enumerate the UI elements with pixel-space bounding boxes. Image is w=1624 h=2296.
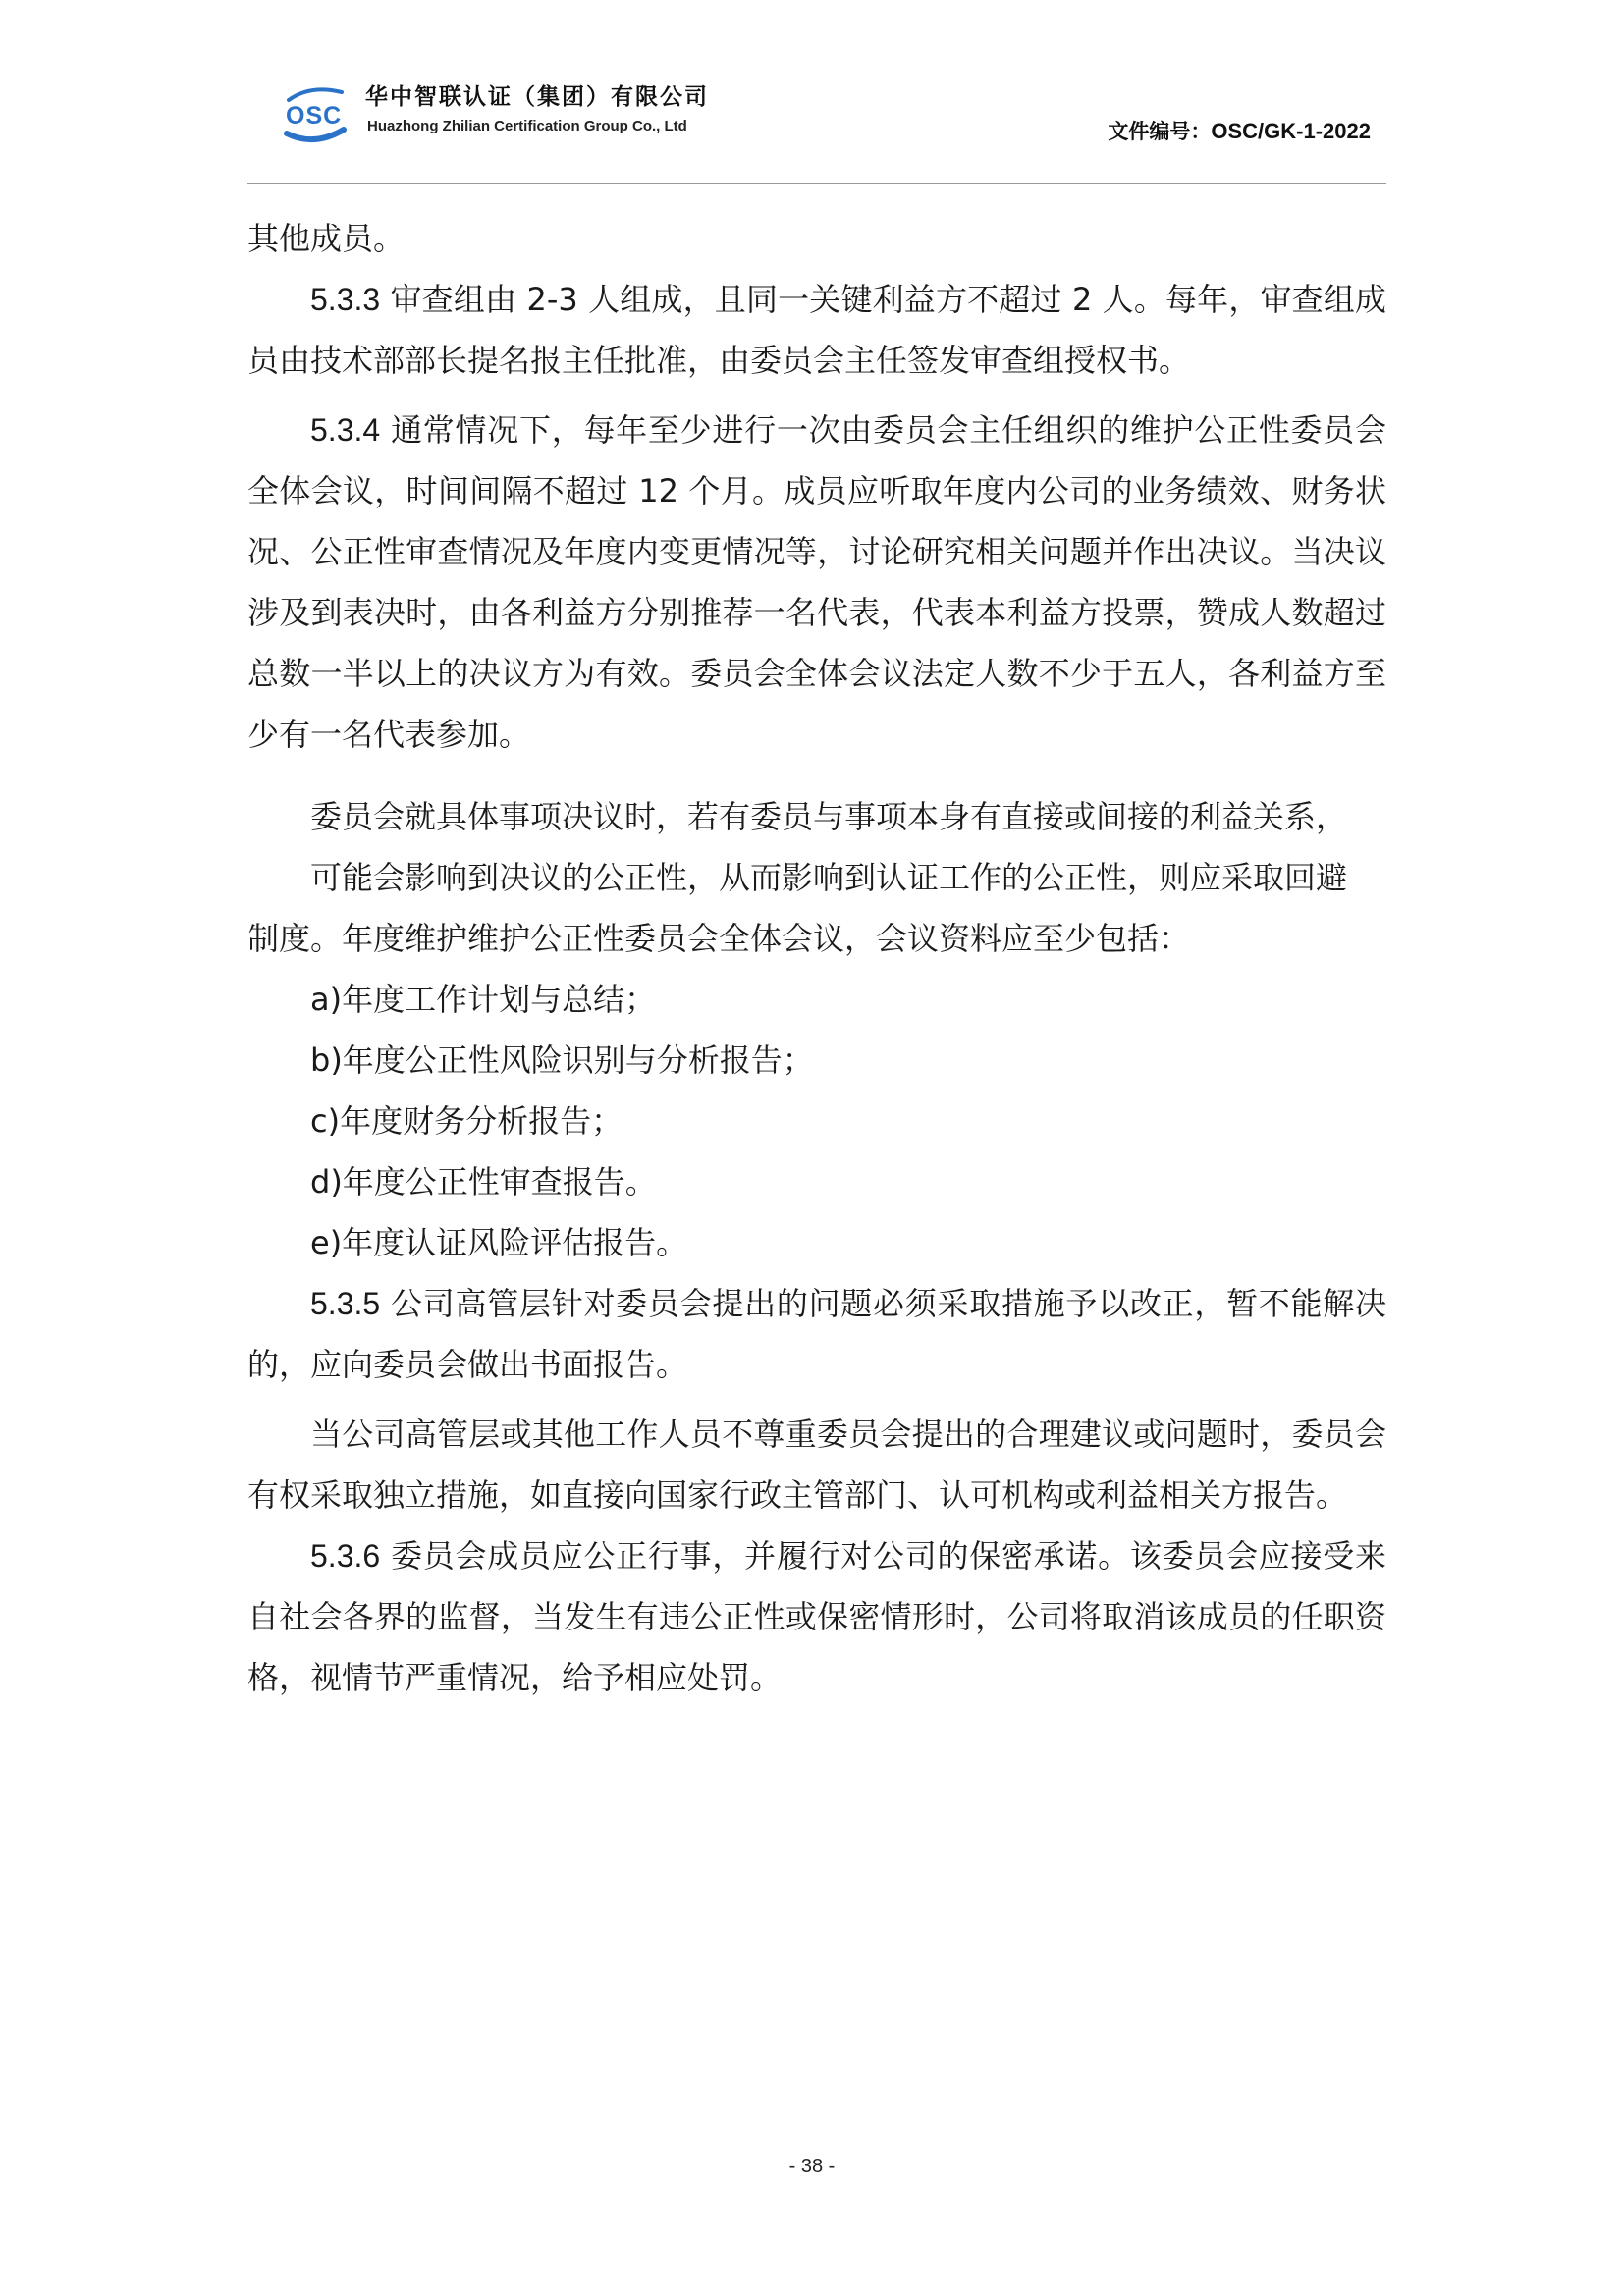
document-number bbox=[1108, 116, 1371, 145]
clause-number: 5.3.6 bbox=[310, 1538, 381, 1574]
clause-text: 委员会成员应公正行事，并履行对公司的保密承诺。该委员会应接受来自社会各界的监督，当发生有违公正性或保密情形时，公司将取消该成员的任职资格，视情节严重情况，给予相应处罚。 bbox=[247, 1537, 1386, 1696]
document-number-value: OSC/GK-1-2022 bbox=[1211, 119, 1371, 143]
clause-text: 公司高管层针对委员会提出的问题必须采取措施予以改正，暂不能解决的，应向委员会做出书面报告。 bbox=[247, 1285, 1386, 1383]
company-name-cn: 华中智联认证（集团）有限公司 bbox=[365, 84, 709, 110]
clause-number: 5.3.5 bbox=[310, 1286, 381, 1321]
header-divider bbox=[247, 183, 1386, 184]
paragraph: 当公司高管层或其他工作人员不尊重委员会提出的合理建议或问题时，委员会有权采取独立措施，如直接向国家行政主管部门、认可机构或利益相关方报告。 bbox=[247, 1415, 1386, 1514]
list-item-e: e)年度认证风险评估报告。 bbox=[310, 1224, 688, 1261]
company-logo-icon bbox=[281, 79, 352, 147]
clause-5-3-6 bbox=[247, 1525, 1386, 1708]
paragraph-line: 制度。年度维护维护公正性委员会全体会议，会议资料应至少包括： bbox=[247, 920, 1191, 957]
list-item-c: c)年度财务分析报告； bbox=[310, 1102, 623, 1140]
logo-text: OSC bbox=[286, 102, 343, 130]
document-number-label: 文件编号： bbox=[1108, 120, 1212, 143]
company-name-en: Huazhong Zhilian Certification Group Co., Ltd bbox=[367, 118, 687, 134]
clause-text: 通常情况下，每年至少进行一次由委员会主任组织的维护公正性委员会全体会议，时间间隔不超过 12 个月。成员应听取年度内公司的业务绩效、财务状况、公正性审查情况及年度内变更情况等，讨论研究相关问题并作出决议。当决议涉及到表决时，由各利益方分别推荐一名代表，代表本利益方投票，赞成人数超过总数一半以上的决议方为有效。委员会全体会议法定人数不少于五人，各利益方至少有一名代表参加。 bbox=[247, 411, 1386, 753]
document-body bbox=[247, 208, 1386, 1708]
list-item-d: d)年度公正性审查报告。 bbox=[310, 1163, 657, 1201]
paragraph-line: 委员会就具体事项决议时，若有委员与事项本身有直接或间接的利益关系， bbox=[310, 798, 1348, 835]
clause-5-3-5 bbox=[247, 1273, 1386, 1395]
clause-5-3-4 bbox=[247, 400, 1386, 765]
page-header bbox=[247, 69, 1386, 185]
clause-number: 5.3.3 bbox=[310, 282, 381, 317]
page-number: - 38 - bbox=[788, 2156, 836, 2177]
clause-text: 审查组由 2-3 人组成，且同一关键利益方不超过 2 人。每年，审查组成员由技术部部长提名报主任批准，由委员会主任签发审查组授权书。 bbox=[247, 281, 1386, 379]
paragraph-continuation: 其他成员。 bbox=[247, 220, 406, 257]
list-item-a: a)年度工作计划与总结； bbox=[310, 981, 657, 1018]
paragraph-line: 可能会影响到决议的公正性，从而影响到认证工作的公正性，则应采取回避 bbox=[310, 859, 1348, 896]
clause-5-3-3 bbox=[247, 269, 1386, 391]
list-item-b: b)年度公正性风险识别与分析报告； bbox=[310, 1041, 814, 1079]
clause-number: 5.3.4 bbox=[310, 412, 381, 448]
